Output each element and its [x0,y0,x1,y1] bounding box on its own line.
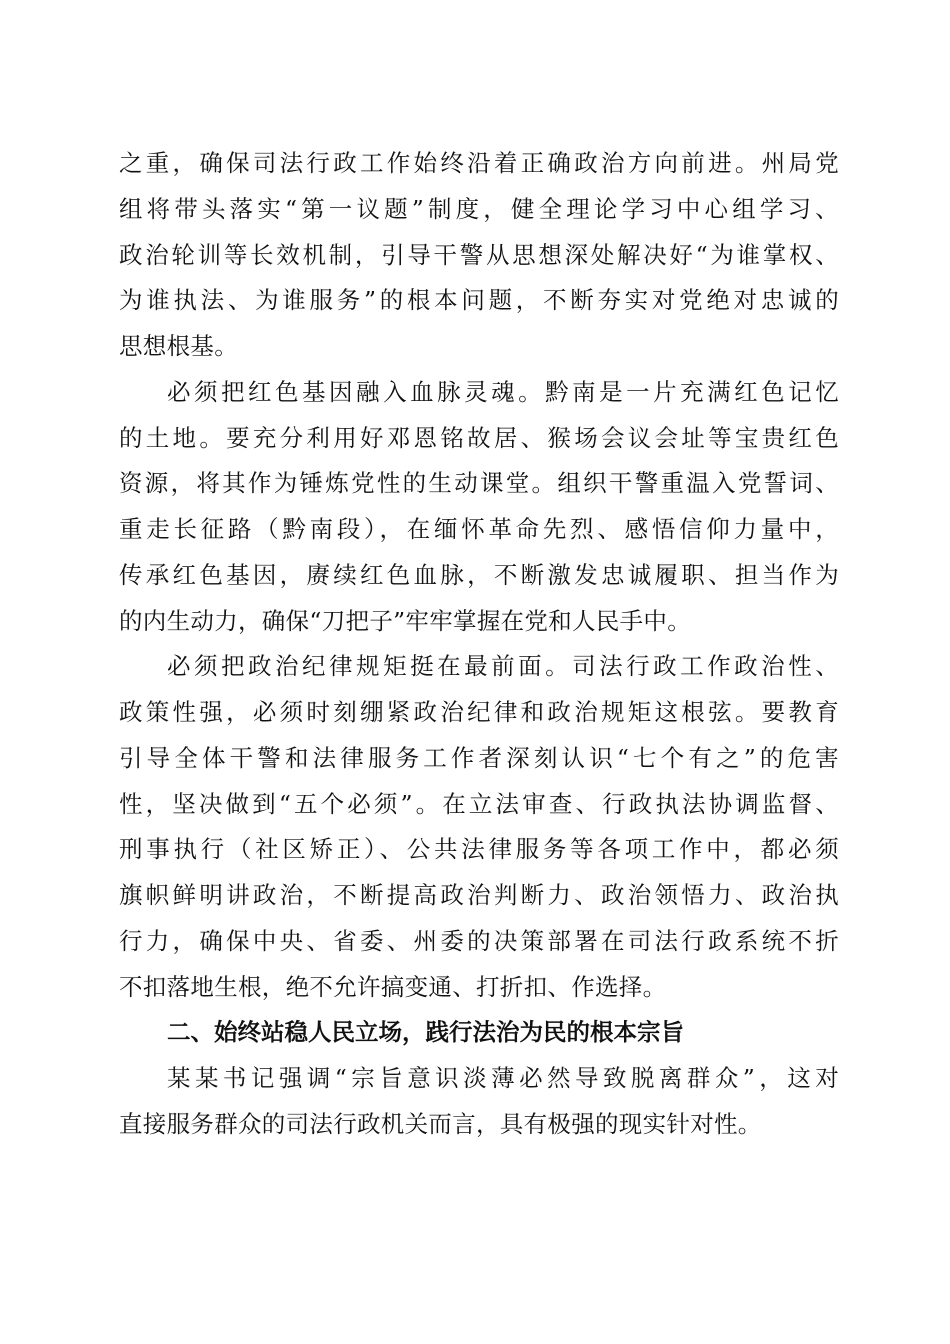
text-line: 引导全体干警和法律服务工作者深刻认识“七个有之”的危害 [119,744,839,772]
text-line: 性，坚决做到“五个必须”。在立法审查、行政执法协调监督、 [119,790,839,818]
text-line: 重走长征路（黔南段），在缅怀革命先烈、感悟信仰力量中， [119,515,839,543]
text-line: 的内生动力，确保“刀把子”牢牢掌握在党和人民手中。 [119,607,692,635]
text-line: 行力，确保中央、省委、州委的决策部署在司法行政系统不折 [119,927,839,955]
text-line: 旗帜鲜明讲政治，不断提高政治判断力、政治领悟力、政治执 [119,881,839,909]
text-line: 之重，确保司法行政工作始终沿着正确政治方向前进。州局党 [119,149,839,177]
paragraph-first-line: 某某书记强调“宗旨意识淡薄必然导致脱离群众”，这对 [167,1064,839,1092]
text-line: 的土地。要充分利用好邓恩铭故居、猴场会议会址等宝贵红色 [119,424,839,452]
text-line: 组将带头落实“第一议题”制度，健全理论学习中心组学习、 [119,195,839,223]
paragraph-first-line: 必须把政治纪律规矩挺在最前面。司法行政工作政治性、 [167,652,839,680]
text-line: 传承红色基因，赓续红色血脉，不断激发忠诚履职、担当作为 [119,561,839,589]
text-line: 思想根基。 [119,332,238,360]
text-line: 为谁执法、为谁服务”的根本问题，不断夯实对党绝对忠诚的 [119,286,839,314]
text-line: 不扣落地生根，绝不允许搞变通、打折扣、作选择。 [119,973,667,1001]
text-line: 直接服务群众的司法行政机关而言，具有极强的现实针对性。 [119,1110,762,1138]
text-line: 政策性强，必须时刻绷紧政治纪律和政治规矩这根弦。要教育 [119,698,839,726]
section-heading: 二、始终站稳人民立场，践行法治为民的根本宗旨 [167,1018,684,1046]
text-line: 资源，将其作为锤炼党性的生动课堂。组织干警重温入党誓词、 [119,469,839,497]
text-line: 刑事执行（社区矫正）、公共法律服务等各项工作中，都必须 [119,835,839,863]
text-line: 政治轮训等长效机制，引导干警从思想深处解决好“为谁掌权、 [119,241,839,269]
paragraph-first-line: 必须把红色基因融入血脉灵魂。黔南是一片充满红色记忆 [167,378,839,406]
